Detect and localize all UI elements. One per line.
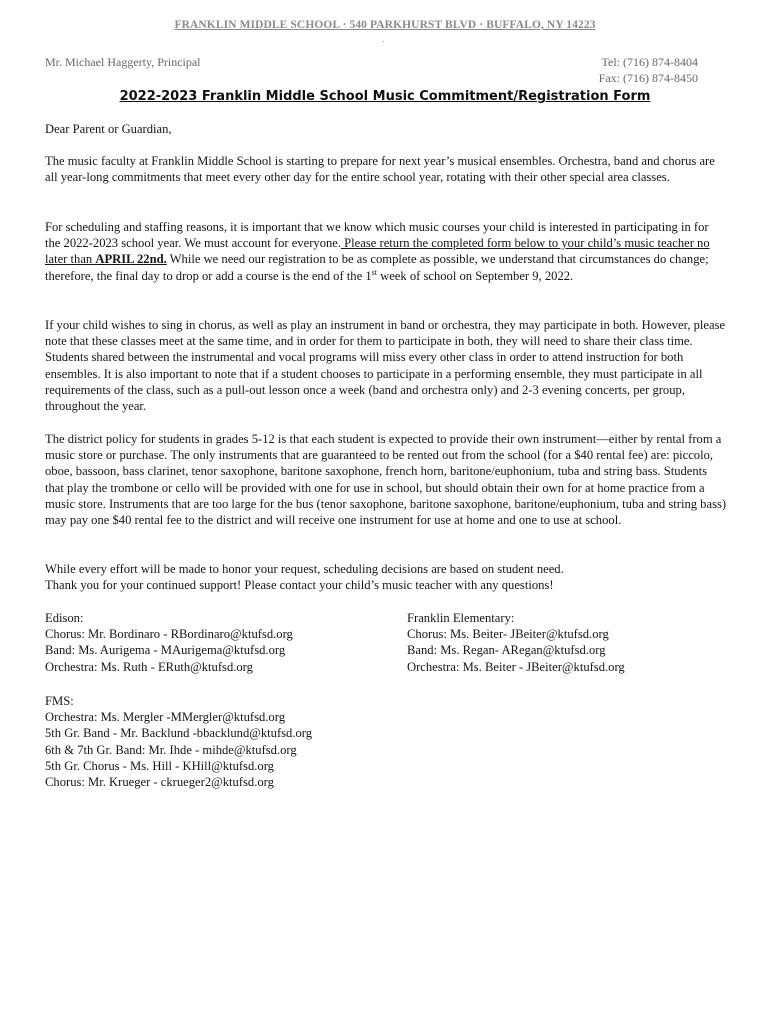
scheduling-details: While we need our registration to be as complete as possible, we understand that circumstances do change; therefore, the final day to drop or add a course is the end of the 1 — [45, 252, 709, 283]
contacts-edison — [45, 610, 293, 675]
deadline-date: APRIL 22nd. — [95, 252, 167, 267]
contact-line: Band: Ms. Regan- ARegan@ktufsd.org — [407, 643, 606, 658]
form-title: 2022-2023 Franklin Middle School Music Commitment/Registration Form — [119, 89, 651, 104]
telephone-number: Tel: (716) 874-8404 — [601, 55, 698, 69]
contacts-fms-heading: FMS: — [45, 694, 74, 708]
paragraph-ensembles — [45, 153, 727, 185]
contacts-franklin-elementary-heading: Franklin Elementary: — [407, 611, 515, 625]
paragraph-instrument-policy — [45, 431, 727, 528]
contact-line: 5th Gr. Chorus - Ms. Hill - KHill@ktufsd.org — [45, 758, 274, 773]
paragraph-chorus-band-text: If your child wishes to sing in chorus, as well as play an instrument in band or orchestra, they may participate in both. However, please note that these classes meet at the same time, and in order for them to participate in both, they will need to share their class time. Students shared between the instrumental and vocal programs will miss every other class in order to attend instruction for both ensembles. It is also important to note that if a student chooses to participate in a performing ensemble, they must participate in all requirements of the class, such as a pull-out lesson once a week (band and orchestra only) and 2-3 evening concerts, per group, throughout the year. — [45, 318, 726, 414]
paragraph-scheduling — [45, 219, 727, 284]
contacts-edison-heading: Edison: — [45, 611, 84, 625]
paragraph-ensembles-text: The music faculty at Franklin Middle School is starting to prepare for next year’s musical ensembles. Orchestra, band and chorus are all year-long commitments that meet every other day for the entire school year, rotating with their other special area classes. — [45, 154, 715, 185]
contact-line: Chorus: Ms. Beiter- JBeiter@ktufsd.org — [407, 627, 609, 642]
closing-line-2: Thank you for your continued support! Please contact your child’s music teacher with any questions! — [45, 578, 554, 593]
contact-line: Orchestra: Ms. Beiter - JBeiter@ktufsd.org — [407, 659, 625, 674]
contact-line: Band: Ms. Aurigema - MAurigema@ktufsd.org — [45, 643, 286, 658]
contact-line: Chorus: Mr. Bordinaro - RBordinaro@ktufsd.org — [45, 627, 293, 642]
paragraph-instrument-policy-text: The district policy for students in grades 5-12 is that each student is expected to provide their own instrument—either by rental from a music store or purchase. The only instruments that are guaranteed to be rented out from the school (for a $40 rental fee) are: piccolo, oboe, bassoon, bass clarinet, tenor saxophone, baritone saxophone, french horn, baritone/euphonium, tuba and string bass. Students that play the trombone or cello will be provided with one for use in school, but should obtain their own for at home practice from a music store. Instruments that are too large for the bus (tenor saxophone, baritone saxophone, baritone/euphonium, tuba and string bass) may pay one $40 rental fee to the district and will receive one instrument for use at home and one to use at school. — [45, 432, 727, 528]
principal-name: Mr. Michael Haggerty, Principal — [45, 55, 201, 69]
contacts-franklin-elementary — [407, 610, 625, 675]
paragraph-closing — [45, 561, 727, 593]
contact-line: 6th & 7th Gr. Band: Mr. Ihde - mihde@ktufsd.org — [45, 742, 297, 757]
fax-number: Fax: (716) 874-8450 — [598, 71, 698, 85]
contact-line: Orchestra: Ms. Ruth - ERuth@ktufsd.org — [45, 659, 253, 674]
contact-line: 5th Gr. Band - Mr. Backlund -bbacklund@ktufsd.org — [45, 726, 313, 741]
letterhead-dot: . — [382, 34, 385, 45]
scheduling-intro: For scheduling and staffing reasons, it is important that we know which music courses your child is interested in participating in for the 2022-2023 school year. We must account for everyone. — [45, 220, 709, 251]
ordinal-suffix: st — [371, 267, 377, 277]
return-instruction: Please return the completed form below to your child’s music teacher no later than — [45, 236, 710, 267]
letterhead-address: FRANKLIN MIDDLE SCHOOL · 540 PARKHURST BLVD · BUFFALO, NY 14223 — [174, 19, 596, 31]
closing-line-1: While every effort will be made to honor your request, scheduling decisions are based on student need. — [45, 562, 564, 576]
greeting-text: Dear Parent or Guardian, — [45, 122, 172, 136]
contact-line: Chorus: Mr. Krueger - ckrueger2@ktufsd.org — [45, 775, 274, 790]
paragraph-chorus-band — [45, 317, 727, 414]
scheduling-end: week of school on September 9, 2022. — [376, 268, 574, 283]
greeting — [45, 121, 727, 137]
contacts-fms — [45, 693, 312, 790]
paragraph-scheduling-text — [45, 219, 727, 284]
contact-line: Orchestra: Ms. Mergler -MMergler@ktufsd.org — [45, 710, 285, 725]
